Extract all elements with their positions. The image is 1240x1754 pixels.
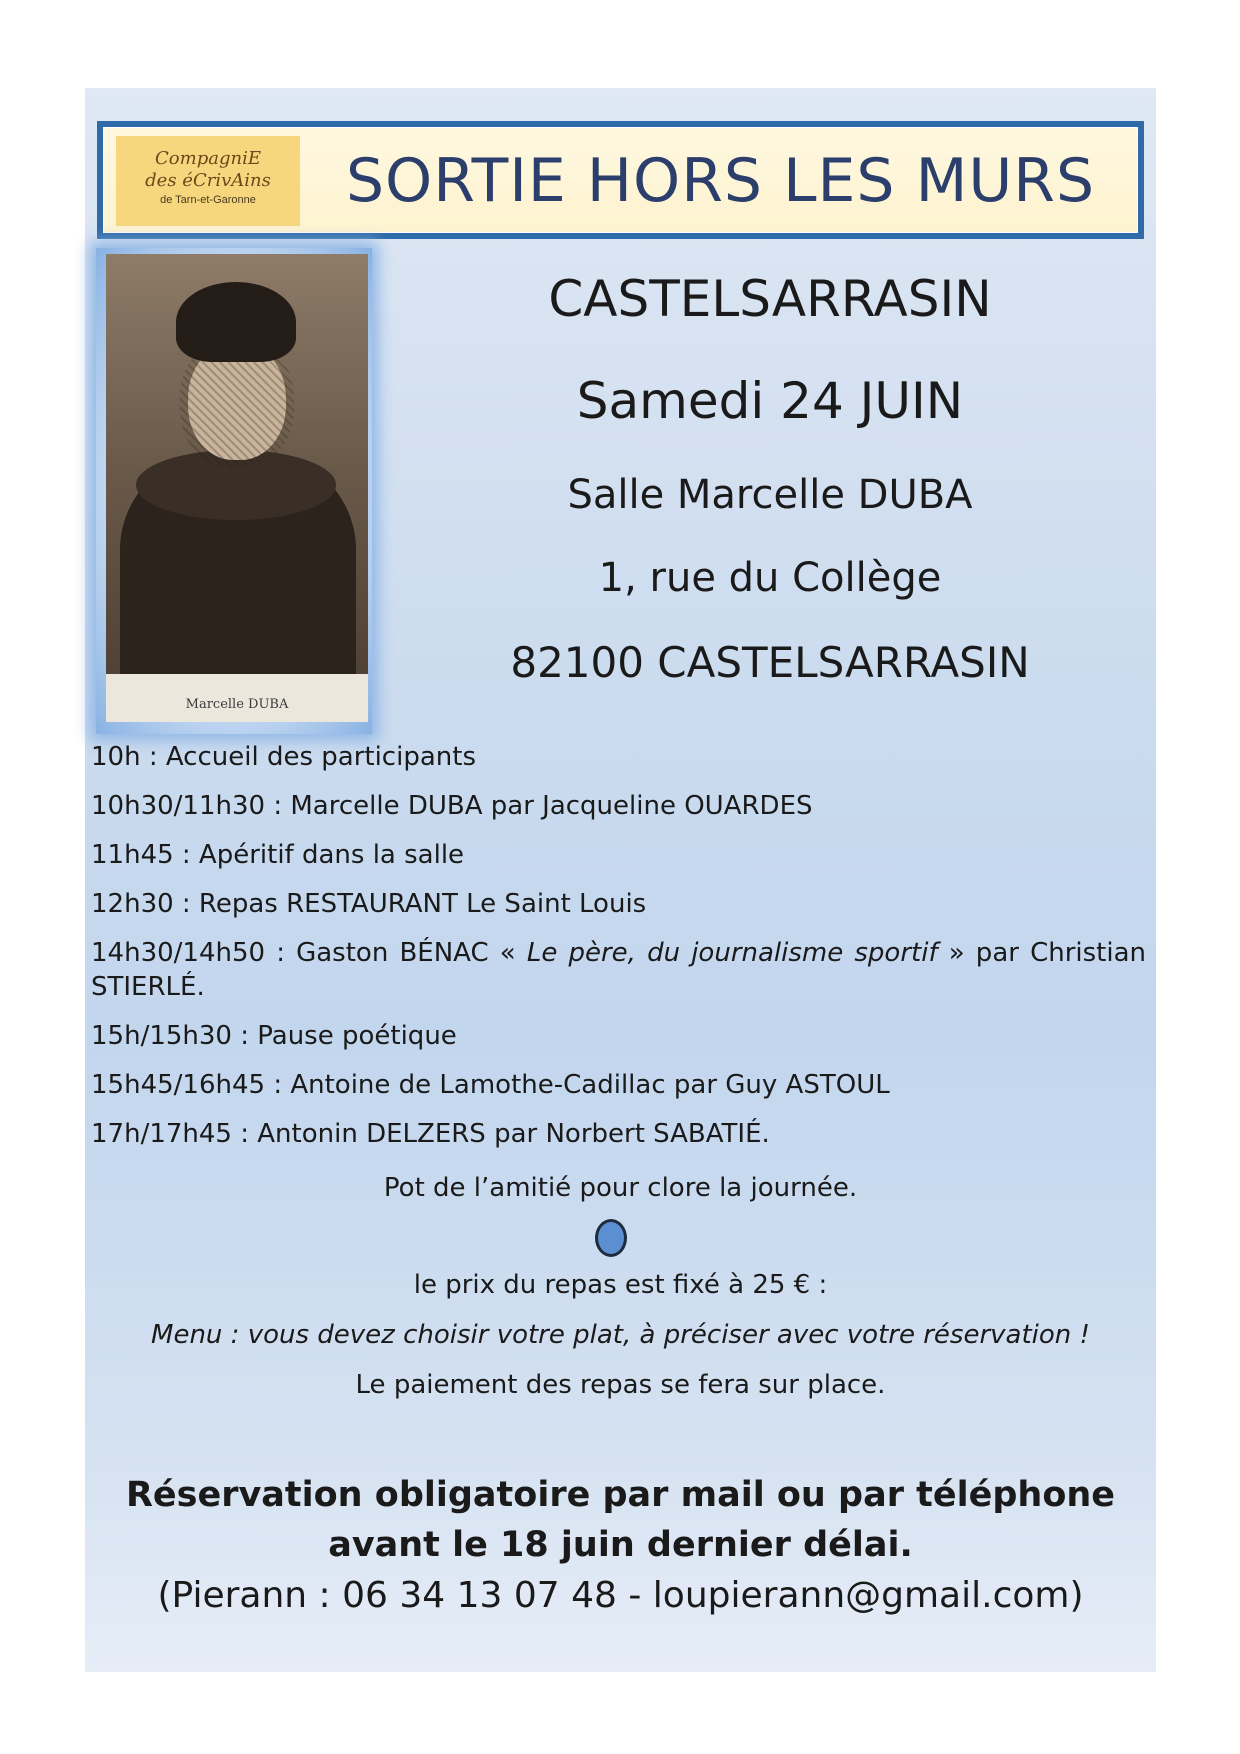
reservation-deadline: avant le 18 juin dernier délai. bbox=[328, 1525, 913, 1565]
portrait-photo bbox=[106, 254, 368, 722]
logo-line-1: CompagniE bbox=[155, 148, 261, 169]
event-date: Samedi 24 JUIN bbox=[576, 372, 964, 430]
program-item bbox=[91, 936, 1146, 1004]
program-item: 10h : Accueil des participants bbox=[91, 742, 476, 772]
page-title: SORTIE HORS LES MURS bbox=[345, 146, 1096, 216]
program-item-emphasis: Le père, du journalisme sportif bbox=[526, 938, 938, 968]
payment-note: Le paiement des repas se fera sur place. bbox=[355, 1370, 886, 1400]
event-venue: Salle Marcelle DUBA bbox=[567, 472, 973, 518]
program-item: 17h/17h45 : Antonin DELZERS par Norbert SABATIÉ. bbox=[91, 1119, 770, 1149]
portrait-hat bbox=[176, 282, 296, 362]
program-item: 12h30 : Repas RESTAURANT Le Saint Louis bbox=[91, 889, 647, 919]
header-inner bbox=[103, 127, 1138, 233]
portrait-caption: Marcelle DUBA bbox=[185, 697, 289, 712]
program-item-prefix: 14h30/14h50 : Gaston BÉNAC « bbox=[91, 938, 527, 968]
meal-price: le prix du repas est fixé à 25 € : bbox=[413, 1270, 828, 1300]
logo-line-2: des éCrivAins bbox=[145, 170, 271, 191]
program-item: 11h45 : Apéritif dans la salle bbox=[91, 840, 465, 870]
reservation-heading: Réservation obligatoire par mail ou par téléphone bbox=[125, 1475, 1116, 1515]
program-item-suffix: » par Christian STIERLÉ. bbox=[91, 938, 1147, 1002]
association-logo bbox=[116, 136, 300, 226]
portrait-frame bbox=[96, 248, 372, 734]
program-list bbox=[91, 740, 1146, 1166]
closing-pot: Pot de l’amitié pour clore la journée. bbox=[383, 1173, 858, 1203]
circle-bullet-icon bbox=[595, 1219, 627, 1257]
program-item: 10h30/11h30 : Marcelle DUBA par Jacqueline OUARDES bbox=[91, 791, 813, 821]
menu-note: Menu : vous devez choisir votre plat, à préciser avec votre réservation ! bbox=[151, 1320, 1090, 1350]
event-postal-city: 82100 CASTELSARRASIN bbox=[510, 638, 1030, 687]
program-item: 15h/15h30 : Pause poétique bbox=[91, 1021, 457, 1051]
event-street: 1, rue du Collège bbox=[598, 555, 942, 601]
program-item: 15h45/16h45 : Antoine de Lamothe-Cadillac par Guy ASTOUL bbox=[91, 1070, 890, 1100]
contact-info: (Pierann : 06 34 13 07 48 - loupierann@gmail.com) bbox=[157, 1575, 1084, 1616]
logo-line-3: de Tarn-et-Garonne bbox=[160, 194, 256, 206]
event-city: CASTELSARRASIN bbox=[548, 270, 992, 328]
header-banner bbox=[97, 121, 1144, 239]
